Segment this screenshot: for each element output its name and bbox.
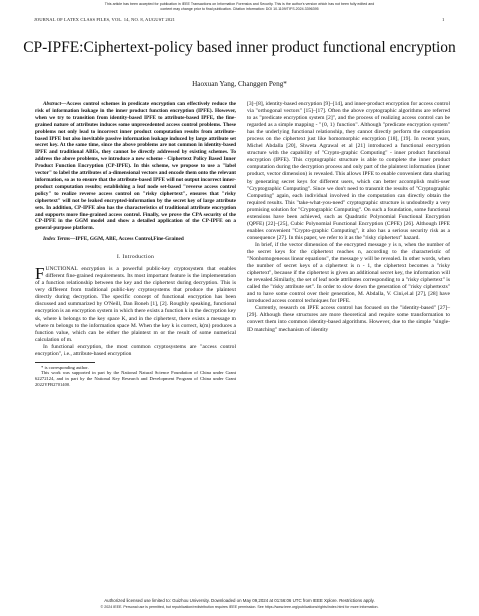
abstract-lead: Abstract [43,101,62,107]
intro-paragraph-1-text: UNCTIONAL encryption is a powerful public-key cryptosystem that enables different fine-grained requirements. Its most important feature is the implementation of a function relationship between the key and the ciphertext during decryption. This is very different from traditional public-key cryptosystems that produce the plaintext directly during decryption. The specific concept of functional encryption has been discussed and summarized by O'Neill, Dan Boneh [1], [2]. Roughly speaking, functional encryption is an encryption system in which there exists a function k in the decryption key sk, where k belongs to the key space K, and in the ciphertext, there exists a message m where m belongs to the information space M. When the key k is correct, k(m) produces a function value, which can be either the plaintext m or the result of some numerical calculation of m. [35,266,236,343]
drop-cap: F [35,264,45,284]
intro-paragraph-1 [35,266,236,344]
intro-paragraph-2: In functional encryption, the most common cryptosystems are "access control encryption", i.e., attribute-based encryption [35,343,236,357]
abstract [35,101,236,232]
paper-authors: Haoxuan Yang, Changgen Peng* [192,80,287,88]
abstract-text: —Access control schemes in predicate encryption can effectively reduce the risk of information leakage in the inner product function encryption (IPFE). However, when we try to transition from identity-based IPFE to attribute-based IPFE, the fine-grained nature of attributes induces some unprecedented access control problems. These problems not only lead to incorrect inner product computation results from attribute-based IPFE but also inevitable passive information leakage induced by large attribute set secret key. At the same time, since the above problems are not common in identity-based IPFE and traditional ABEs, they cannot be directly addressed by existing schemes. To address the above problems, we introduce a new scheme - Ciphertext Policy Based Inner Product Function Encryption (CP-IPFE). In this scheme, we propose to use a "label vector" to label the attributes of a-dimensional vectors and encode them onto the relevant information, so as to ensure that the attribute-based IPFE will not output incorrect inner-product computation results; establishing a leaf node set-based "reverse access control policy" to realize reverse access control on "risky ciphertext", ensures that "risky ciphertext" will not be leaked encrypted-information by the secret key of large attribute sets. In addition, CP-IPFE also has the characteristics of traditional attribute encryption and supports more fine-grained access control. Finally, we prove the CPA security of the CP-IPFE in the GGM model and show a detailed application of the CP-IPFE on a general-purpose platform. [35,101,236,232]
section-heading-introduction: I. Introduction [116,254,155,261]
left-column [35,101,236,387]
running-head: JOURNAL OF LATEX CLASS FILES, VOL. 14, NO. 8, AUGUST 2021 [34,17,176,22]
footnote-rule [35,362,95,363]
paper-title: CP-IPFE:Ciphertext-policy based inner product functional encryption [23,39,456,56]
notice-line-1: This article has been accepted for publication in IEEE Transactions on Information Forensics and Security. This is the author's version which has not been fully edited and [104,2,375,6]
right-paragraph-2: In brief, if the vector dimension of the encrypted message y is n, when the number of the secret keys for the ciphertext reaches n, according to the characteristic of "Nonhomogeneous linear equations", the message y will be revealed. In other words, when the number of secret keys of a ciphertext is n - 1, the ciphertext becomes a "risky ciphertext", because if the ciphertext is given an additional secret key, the information will be revealed.Similarly, the set of leaf node attributes corresponding to a "risky ciphertext" is called the "risky attribute set". In order to slow down the generation of "risky ciphertexts" and to have some control over their generation, M. Abdalla, V. Cini,el.al [27], [28] have introduced access control techniques for IPFE. [247,241,450,305]
right-column [247,101,450,334]
right-paragraph-1: [3]–[8], identity-based encryption [9]–[14], and inner-product encryption for access control via "orthogonal vectors" [15]–[17]. Often the above cryptographic algorithms are referred to as "predicate encryption system [2]", and the process of realizing access control can be regarded as a simple mapping - "{0, 1} function". Although "predicate encryption system" has the underlying functional relationship, they cannot directly perform the computation process on the ciphertext just like homomorphic encryption [18], [19]. In recent years, Michel Abdalla [20], Shweta Agrawal et al [21] introduced a functional encryption structure with the capability of "Crypto-graphic Computing" - inner product functional encryption (IPFE). This cryptographic structure is able to complete the inner product computation during the decryption process and only part of the plaintext information (inner product, vector dimension) is revealed. This allows IPFE to enable convenient data sharing by generating secret keys for different users, which can better accomplish multi-user "Cryptographic Computing". Since we don't need to transmit the results of "Cryptographic Computing" again, each individual involved in the computation can directly obtain the required results. This "take-what-you-need" cryptographic structure is undoubtedly a very promising solution for "Cryptographic Computing". On such a foundation, some functional extensions have been achieved, such as Quadratic Polynomial Functional Encryption (QPFE) [22]–[25], Cubic Polynomial Functional Encryption (CPFE) [26]. Although IPFE enables convenient "Crypto-graphic Computing", it also has a serious security risk as a consequence [27]. In this paper, we refer to it as the "risky ciphertext" hazard. [247,101,450,241]
notice-line-2: content may change prior to final publication. Citation information: DOI 10.1109/TIFS.2024.3396395 [160,6,319,11]
license-footer-line-1: Authorized licensed use limited to: Guizhou University. Downloaded on May 09,2024 at 01:56:06 UTC from IEEE Xplore. Restrictions apply. [104,598,375,603]
license-footer-line-2: © 2024 IEEE. Personal use is permitted, but republication/redistribution requires IEEE permission. See https://www.ieee.org/publications/rights/index.html for more information. [100,605,379,609]
footnote-corresponding: * is corresponding author. [41,364,89,370]
right-paragraph-3: Currently, research on IPFE access control has focused on the "identity-based" [27]–[29]. Although these structures are more theoretical and require some transformation to convert them into common identity-based algorithms. However, due to the simple "single-ID matching" mechanism of identity [247,305,450,333]
index-terms-text: —IPFE, GGM, ABE, Access Control,Fine-Grained [70,236,184,243]
page-number: 1 [442,17,445,22]
index-terms-lead: Index Terms [43,236,71,243]
footnote-funding: This work was supported in part by the National Natural Science Foundation of China under Grant 62272124, and in part by the National Key Research and Development Program of China under Grant 2022YFB2701400. [35,370,236,387]
index-terms [35,236,236,243]
publication-notice [0,2,479,12]
